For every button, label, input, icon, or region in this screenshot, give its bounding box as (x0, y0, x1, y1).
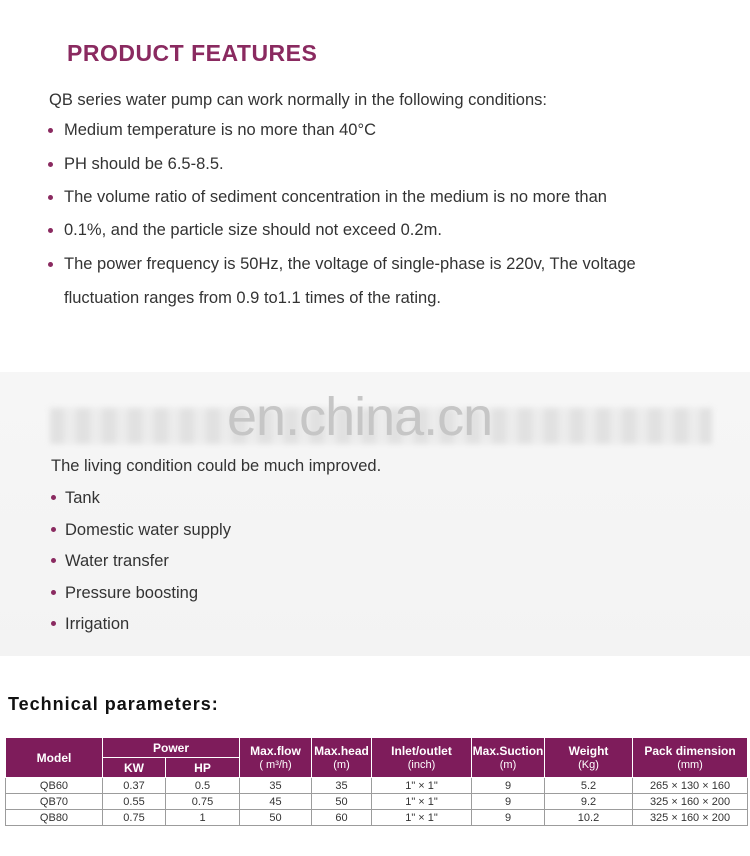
header-max-flow-label: Max.flow (250, 743, 301, 758)
header-max-suction-unit: (m) (499, 758, 517, 771)
cell-suction: 9 (472, 778, 545, 794)
feature-text: The power frequency is 50Hz, the voltage of single-phase is 220v, The voltage (64, 255, 636, 273)
feature-item (48, 254, 728, 308)
header-model: Model (6, 738, 103, 778)
cell-model: QB70 (6, 794, 103, 810)
bullet-icon (51, 590, 56, 595)
header-hp: HP (166, 758, 240, 778)
cell-model: QB60 (6, 778, 103, 794)
cell-suction: 9 (472, 810, 545, 826)
cell-flow: 45 (240, 794, 312, 810)
cell-inlet: 1" × 1" (372, 794, 472, 810)
cell-inlet: 1" × 1" (372, 778, 472, 794)
features-title: PRODUCT FEATURES (67, 40, 318, 66)
applications-list (51, 487, 231, 645)
bullet-icon (51, 621, 56, 626)
header-weight-unit: (Kg) (578, 758, 599, 771)
cell-pack: 265 × 130 × 160 (633, 778, 748, 794)
feature-item (48, 120, 728, 140)
cell-suction: 9 (472, 794, 545, 810)
table-row (6, 778, 748, 794)
feature-text: PH should be 6.5-8.5. (64, 155, 224, 173)
cell-weight: 9.2 (545, 794, 633, 810)
header-max-head (312, 738, 372, 778)
table-row (6, 810, 748, 826)
watermark: en.china.cn (227, 387, 493, 447)
application-text: Water transfer (65, 552, 169, 570)
header-max-head-label: Max.head (314, 743, 369, 758)
bullet-icon (48, 195, 53, 200)
application-item (51, 519, 231, 551)
technical-parameters-table (5, 737, 748, 826)
bullet-icon (48, 162, 53, 167)
cell-kw: 0.75 (103, 810, 166, 826)
header-inlet-unit: (inch) (407, 758, 436, 771)
bullet-icon (51, 527, 56, 532)
features-intro: QB series water pump can work normally in the following conditions: (49, 91, 547, 109)
application-item (51, 487, 231, 519)
cell-head: 35 (312, 778, 372, 794)
cell-hp: 1 (166, 810, 240, 826)
living-condition-text: The living condition could be much improved. (51, 457, 382, 475)
header-pack-unit: (mm) (677, 758, 703, 771)
header-weight (545, 738, 633, 778)
product-features-section (0, 0, 750, 372)
cell-head: 60 (312, 810, 372, 826)
feature-item (48, 187, 728, 207)
application-item (51, 582, 231, 614)
application-text: Domestic water supply (65, 520, 231, 539)
table-row (6, 794, 748, 810)
table-body (6, 778, 748, 826)
bullet-icon (48, 262, 53, 267)
feature-text: The volume ratio of sediment concentration in the medium is no more than (64, 188, 607, 206)
cell-inlet: 1" × 1" (372, 810, 472, 826)
header-inlet-outlet (372, 738, 472, 778)
header-inlet-label: Inlet/outlet (391, 743, 452, 758)
cell-model: QB80 (6, 810, 103, 826)
application-text: Irrigation (65, 615, 130, 633)
feature-text-continued: fluctuation ranges from 0.9 to1.1 times of the rating. (64, 289, 441, 307)
cell-weight: 5.2 (545, 778, 633, 794)
application-text: Tank (65, 489, 100, 507)
cell-hp: 0.5 (166, 778, 240, 794)
cell-kw: 0.55 (103, 794, 166, 810)
cell-pack: 325 × 160 × 200 (633, 810, 748, 826)
technical-parameters-title: Technical parameters: (8, 694, 219, 714)
header-pack-label: Pack dimension (644, 743, 736, 758)
bullet-icon (48, 128, 53, 133)
cell-pack: 325 × 160 × 200 (633, 794, 748, 810)
cell-kw: 0.37 (103, 778, 166, 794)
header-max-flow-unit: ( m³/h) (259, 758, 292, 771)
header-max-suction-label: Max.Suction (472, 743, 544, 758)
bullet-icon (51, 495, 56, 500)
header-max-head-unit: (m) (333, 758, 350, 771)
cell-head: 50 (312, 794, 372, 810)
header-max-flow (240, 738, 312, 778)
feature-item (48, 220, 728, 240)
cell-hp: 0.75 (166, 794, 240, 810)
bullet-icon (48, 228, 53, 233)
application-item (51, 550, 231, 582)
application-text: Pressure boosting (65, 583, 198, 602)
application-item (51, 613, 231, 645)
feature-item (48, 154, 728, 174)
feature-text: 0.1%, and the particle size should not exceed 0.2m. (64, 221, 442, 239)
feature-text: Medium temperature is no more than 40°C (64, 121, 376, 139)
header-weight-label: Weight (568, 743, 609, 758)
header-max-suction (472, 738, 545, 778)
header-power: Power (103, 738, 240, 758)
cell-weight: 10.2 (545, 810, 633, 826)
cell-flow: 50 (240, 810, 312, 826)
header-kw: KW (103, 758, 166, 778)
header-pack-dimension (633, 738, 748, 778)
bullet-icon (51, 558, 56, 563)
cell-flow: 35 (240, 778, 312, 794)
